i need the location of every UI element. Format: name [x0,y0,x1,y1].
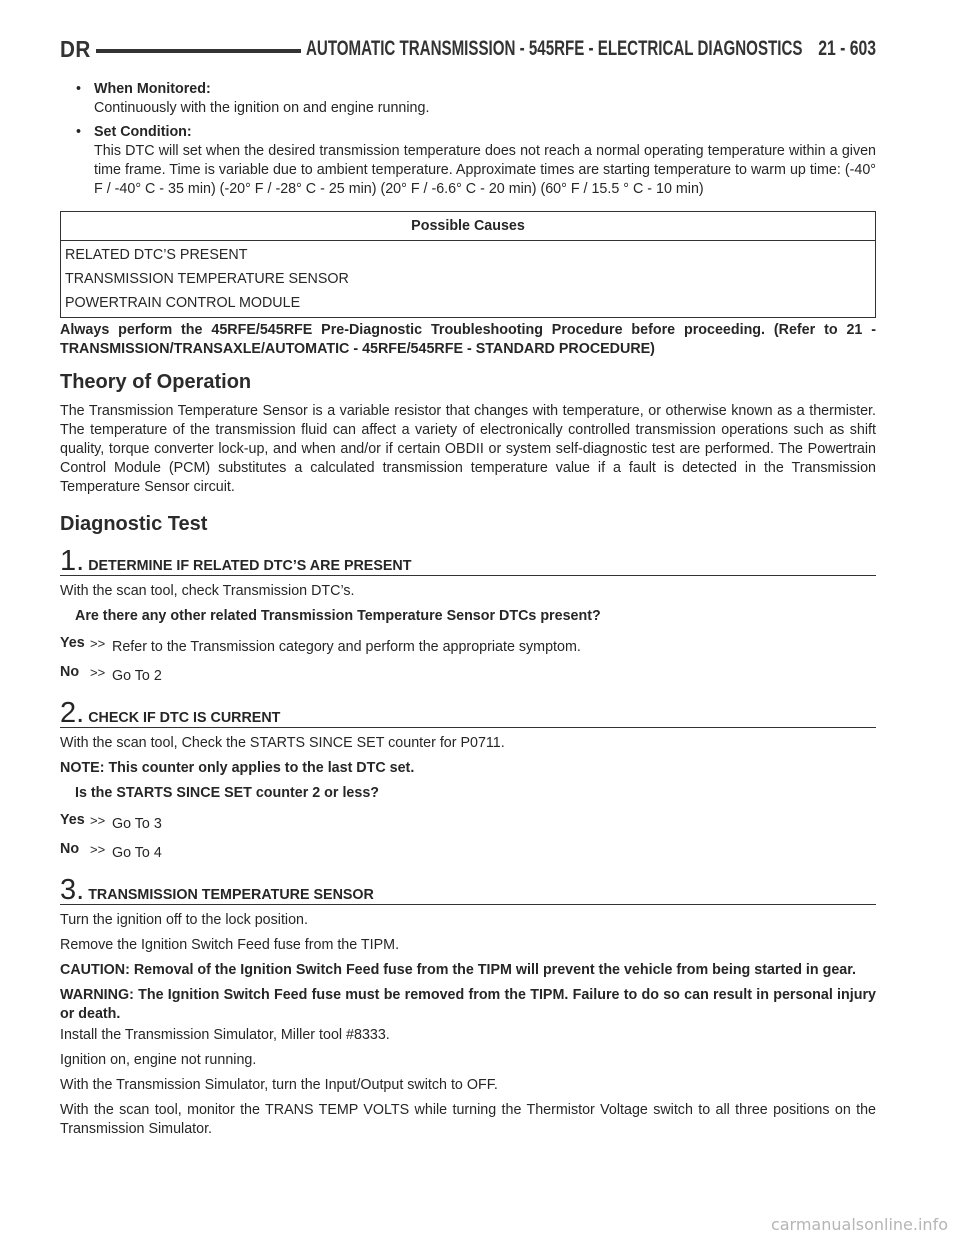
caution-note: CAUTION: Removal of the Ignition Switch Feed fuse from the TIPM will prevent the vehicle from being started in gear. [60,962,856,978]
step-1-header [60,545,876,577]
step-question: Is the STARTS SINCE SET counter 2 or less? [75,785,380,801]
bullet-dot-icon: • [76,81,82,97]
page-content [60,80,876,1145]
step-body: With the scan tool, Check the STARTS SINCE SET counter for P0711. [60,735,505,751]
bullet-label: When Monitored: [94,81,211,97]
step-title: DETERMINE IF RELATED DTC’S ARE PRESENT [88,558,412,574]
bullet-text: This DTC will set when the desired transmission temperature does not reach a normal operating temperature within a given time frame. Time is variable due to ambient temperature. Approximate times are starting temperature to warm up time: (-40° F / -40° C - 35 min) (-20° F / -28° C - 25 min) (20° F / -6.6° C - 20 min) (60° F / 15.5 ° C - 10 min) [94,143,876,197]
page-number: 21 - 603 [818,37,876,60]
answer-no-label: No [60,664,80,680]
answer-yes-text: Go To 3 [112,816,162,832]
warning-note: WARNING: The Ignition Switch Feed fuse must be removed from the TIPM. Failure to do so can result in personal injury or death. [60,987,876,1022]
answer-yes-text: Refer to the Transmission category and perform the appropriate symptom. [112,639,581,655]
diagnostic-test-heading: Diagnostic Test [60,513,208,535]
arrow-icon: >> [90,813,106,828]
possible-causes-heading: Possible Causes [61,212,875,241]
page-header [60,36,876,66]
answer-yes-label: Yes [60,635,85,651]
step-line: Install the Transmission Simulator, Miller tool #8333. [60,1027,390,1043]
bullet-set-condition [60,123,876,199]
step-title: CHECK IF DTC IS CURRENT [88,710,281,726]
step-line: Turn the ignition off to the lock position. [60,912,308,928]
header-model-code: DR [60,36,91,62]
header-rule [96,49,301,53]
cause-item: TRANSMISSION TEMPERATURE SENSOR [65,271,349,287]
arrow-icon: >> [90,636,106,651]
step-note: NOTE: This counter only applies to the last DTC set. [60,760,415,776]
step-3-header [60,874,876,906]
step-number: 2. [60,697,85,729]
bullet-text: Continuously with the ignition on and engine running. [94,100,430,116]
bullet-label: Set Condition: [94,124,192,140]
step-line: Ignition on, engine not running. [60,1052,257,1068]
step-line: Remove the Ignition Switch Feed fuse from the TIPM. [60,937,400,953]
theory-text: The Transmission Temperature Sensor is a variable resistor that changes with temperature, or otherwise known as a thermister. The temperature of the transmission fluid can affect a variety of electronically controlled transmission operations such as shift quality, torque converter lock-up, and when and/or if certain OBDII or system self-diagnostic test are performed. The Powertrain Control Module (PCM) substitutes a calculated transmission temperature value if a fault is detected in the Transmission Temperature Sensor circuit. [60,403,876,495]
answer-yes [60,634,876,657]
possible-causes-table [60,211,876,318]
step-question: Are there any other related Transmission Temperature Sensor DTCs present? [75,608,601,624]
step-number: 3. [60,874,85,906]
answer-yes [60,811,876,834]
cause-item: RELATED DTC’S PRESENT [65,247,248,263]
pre-diagnostic-note: Always perform the 45RFE/545RFE Pre-Diagnostic Troubleshooting Procedure before proceeding. (Refer to 21 - TRANSMISSION/TRANSAXLE/AUTOMATIC - 45RFE/545RFE - STANDARD PROCEDURE) [60,322,876,357]
bullet-when-monitored [60,80,876,118]
answer-no-label: No [60,841,80,857]
arrow-icon: >> [90,842,106,857]
step-line: With the Transmission Simulator, turn the Input/Output switch to OFF. [60,1077,498,1093]
answer-no-text: Go To 2 [112,668,162,684]
arrow-icon: >> [90,665,106,680]
answer-no [60,840,876,863]
watermark: carmanualsonline.info [770,1215,948,1234]
bullet-dot-icon: • [76,124,82,140]
step-title: TRANSMISSION TEMPERATURE SENSOR [88,887,374,903]
cause-item: POWERTRAIN CONTROL MODULE [65,295,301,311]
step-number: 1. [60,545,85,577]
step-2-header [60,697,876,729]
step-line: With the scan tool, monitor the TRANS TEMP VOLTS while turning the Thermistor Voltage switch to all three positions on the Transmission Simulator. [60,1102,876,1137]
step-body: With the scan tool, check Transmission DTC’s. [60,583,355,599]
answer-no-text: Go To 4 [112,845,162,861]
answer-no [60,663,876,686]
header-title: AUTOMATIC TRANSMISSION - 545RFE - ELECTRICAL DIAGNOSTICS [306,37,803,60]
answer-yes-label: Yes [60,812,85,828]
theory-heading: Theory of Operation [60,371,252,393]
